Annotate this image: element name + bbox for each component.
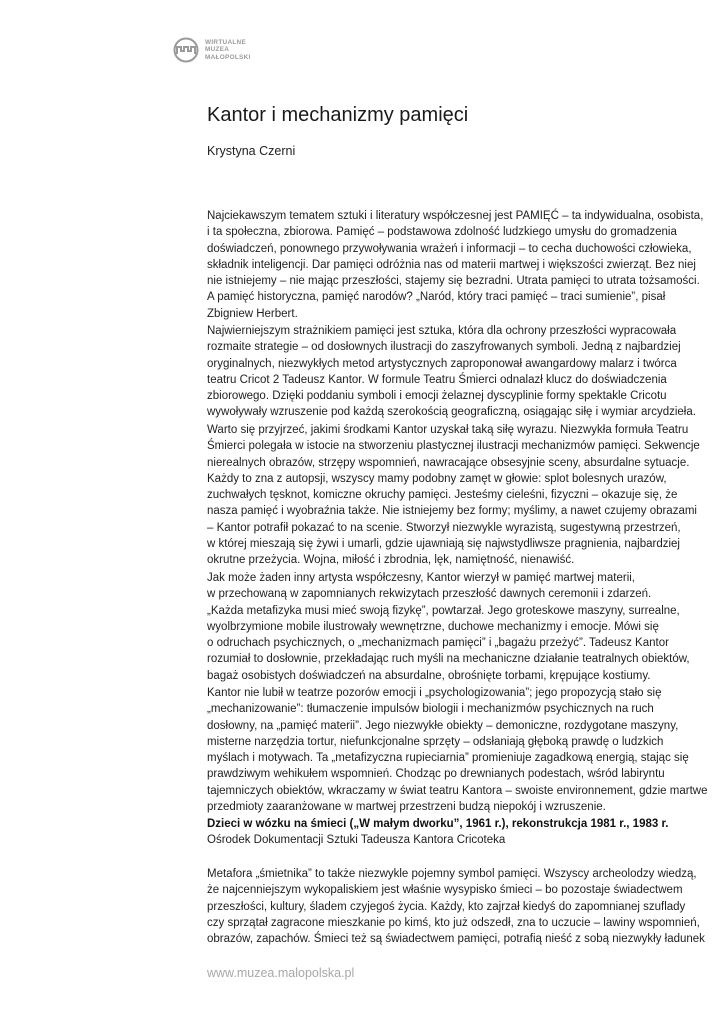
logo-line-2: MUZEA (205, 46, 230, 54)
text-line: składnik inteligencji. Dar pamięci odróżnia nas od materii martwej i większości zwierząt. Bez niej (207, 258, 696, 271)
text-line: Śmierci polegała w istocie na stworzeniu plastycznej ilustracji mechanizmów pamięci. Sekwencje (207, 440, 700, 453)
paragraph-2 (207, 323, 696, 421)
text-line: Metafora „śmietnika” to także niezwykle pojemny symbol pamięci. Wszyscy archeolodzy wiedzą, (207, 868, 697, 880)
text-line: bagaż osobistych doświadczeń na absurdalne, obrośnięte torbami, krępujące kostiumy. (207, 669, 651, 682)
text-line: Zbigniew Herbert. (207, 307, 298, 320)
text-line: Jak może żaden inny artysta współczesny, Kantor wierzył w pamięć martwej materii, (207, 572, 635, 584)
text-line: Najciekawszym tematem sztuki i literatury współczesnej jest PAMIĘĆ – ta indywidualna, osobista, (207, 210, 704, 222)
site-logo[interactable] (172, 36, 251, 64)
paragraph-3 (207, 422, 700, 569)
text-line: nasza pamięć i wyobraźnia także. Nie istniejemy bez formy; myślimy, a nawet czujemy obrazami (207, 505, 697, 518)
text-line: nie istniejemy – nie mając przeszłości, stajemy się bezradni. Utrata pamięci to utrata tożsamości. (207, 275, 700, 288)
text-line: w przechowaną w zapomnianych rekwizytach przeszłość dawnych ceremonii i zdarzeń. (207, 588, 652, 601)
paragraph-1 (207, 208, 704, 322)
text-line: wywoływały wzruszenie pod każdą szerokością geograficzną, osiągając siłę i wymiar arcydzieła. (207, 406, 696, 419)
text-line: „Każda metafizyka musi mieć swoją fizykę”, powtarzał. Jego groteskowe maszyny, surrealne, (207, 604, 680, 617)
footer-url[interactable]: www.muzea.malopolska.pl (207, 966, 355, 980)
text-line: misterne narzędzia tortur, niefunkcjonalne sprzęty – odsłaniają głęboką prawdę o ludzkich (207, 735, 664, 748)
text-line: prawdziwym wehikułem wspomnień. Chodząc po drewnianych podestach, wśród labiryntu (207, 768, 665, 781)
text-line: zbiorowego. Dzięki poddaniu symboli i emocji żelaznej dyscyplinie formy spektakle Cricotu (207, 390, 667, 403)
text-line: obrazów, zapachów. Śmieci też są świadectwem pamięci, potrafią nieść z sobą niezwykły ładunek (207, 933, 705, 946)
text-line: tajemniczych obiektów, wkraczamy w świat teatru Kantora – swoiste environnement, gdzie martwe (207, 784, 708, 797)
text-line: w której mieszają się żywi i umarli, gdzie ujawniają się najwstydliwsze pragnienia, najbardziej (207, 538, 680, 551)
text-line: i ta społeczna, zbiorowa. Pamięć – podstawowa zdolność ludzkiego umysłu do gromadzenia (207, 226, 677, 239)
text-line: Każdy to zna z autopsji, wszyscy mamy podobny zamęt w głowie: splot bolesnych urazów, (207, 472, 667, 485)
text-line: rozmaite strategie – od dosłownych ilustracji do zaszyfrowanych symboli. Jedną z najbardziej (207, 341, 681, 354)
article-title: Kantor i mechanizmy pamięci (207, 104, 469, 126)
text-line: Kantor nie lubił w teatrze pozorów emocji i „psychologizowania”; jego propozycją stało się (207, 687, 662, 699)
article-author: Krystyna Czerni (207, 144, 296, 158)
image-caption (207, 816, 687, 849)
paragraph-4 (207, 570, 690, 684)
text-line: o odruchach psychicznych, o „mechanizmach pamięci” i „bagażu przeżyć”. Tadeusz Kantor (207, 637, 669, 650)
text-line: nierealnych obrazów, strzępy wspomnień, nawracające obsesyjnie sceny, absurdalne sytuacje. (207, 456, 690, 469)
paragraph-5 (207, 685, 708, 815)
text-line: okrutne przeżycia. Wojna, miłość i zbrodnia, lęk, namiętność, nienawiść. (207, 554, 575, 567)
text-line: Najwierniejszym strażnikiem pamięci jest sztuka, która dla ochrony przeszłości wypracowała (207, 325, 677, 337)
caption-title: Dzieci w wózku na śmieci („W małym dworku”, 1961 r.), rekonstrukcja 1981 r., 1983 r. (207, 818, 669, 830)
text-line: wyolbrzymione mobile ilustrowały wewnętrzne, duchowe mechanizmy i emocje. Mówi się (207, 620, 659, 633)
text-line: przedmioty zaaranżowane w martwej przestrzeni budzą niepokój i wzruszenie. (207, 801, 606, 814)
text-line: teatru Cricot 2 Tadeusz Kantor. W formule Teatru Śmierci odnalazł klucz do doświadczenia (207, 373, 667, 386)
caption-source: Ośrodek Dokumentacji Sztuki Tadeusza Kantora Cricoteka (207, 834, 506, 847)
paragraph-6 (207, 866, 705, 947)
museum-logo-icon (172, 36, 200, 64)
text-line: zuchwałych tęsknot, komiczne okruchy pamięci. Jesteśmy cieleśni, fizyczni – okazuje się, że (207, 489, 678, 502)
text-line: że najcenniejszym wykopaliskiem jest właśnie wysypisko śmieci – bo pozostaje świadectwem (207, 884, 683, 897)
text-line: przeszłości, kultury, śladem czyjegoś życia. Każdy, kto zajrzał kiedyś do zapomnianej szuflady (207, 900, 686, 913)
text-line: myślach i motywach. Ta „metafizyczna rupieciarnia” promieniuje zagadkową energią, stając się (207, 752, 689, 765)
text-line: Warto się przyjrzeć, jakimi środkami Kantor uzyskał taką siłę wyrazu. Niezwykła formuła Teatru (207, 424, 689, 436)
logo-line-3: MAŁOPOLSKI (205, 53, 251, 61)
text-line: A pamięć historyczna, pamięć narodów? „Naród, który traci pamięć – traci sumienie”, pisał (207, 291, 666, 304)
logo-line-1: WIRTUALNE (205, 38, 247, 46)
text-line: doświadczeń, ponownego przywoływania wrażeń i informacji – to cecha duchowości człowieka, (207, 242, 692, 255)
text-line: rozumiał to dosłownie, przekładając ruch myśli na mechaniczne działanie teatralnych obiektów, (207, 653, 690, 666)
text-line: czy sprzątał zagracone mieszkanie po kimś, kto już odszedł, zna to uczucie – lawiny wspomnień, (207, 916, 700, 929)
logo-wordmark (205, 39, 251, 61)
text-line: „mechanizowanie”: tłumaczenie impulsów biologii i mechanizmów psychicznych na ruch (207, 703, 654, 716)
text-line: oryginalnych, niezwykłych metod artystycznych zaproponował awangardowy malarz i twórca (207, 357, 677, 370)
text-line: – Kantor potrafił pokazać to na scenie. Stworzył niezwykle wyrazistą, sugestywną przestrzeń, (207, 521, 681, 534)
text-line: dosłowny, na „pamięć materii”. Jego niezwykłe obiekty – demoniczne, rozdygotane maszyny, (207, 719, 679, 732)
